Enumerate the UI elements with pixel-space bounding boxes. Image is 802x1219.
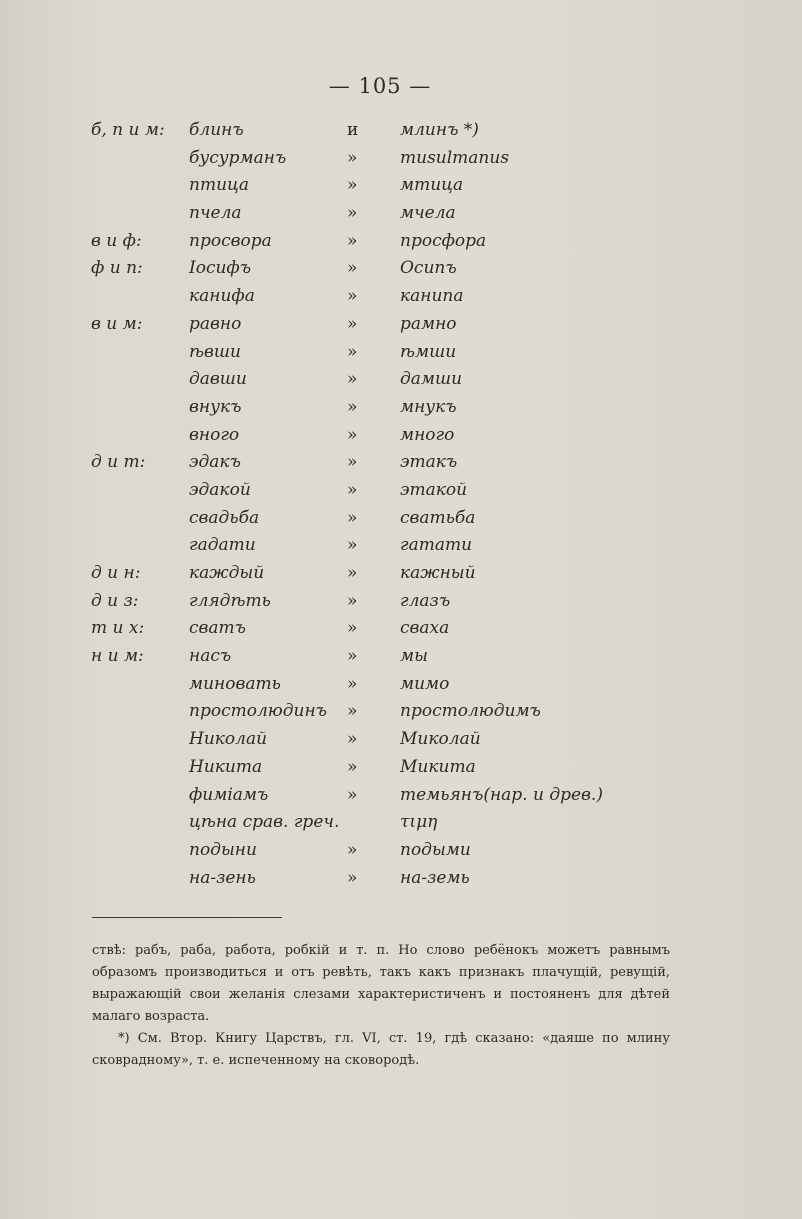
source-word: канифа [189, 286, 255, 307]
footnotes [92, 940, 670, 1072]
word-pair-row [0, 561, 802, 589]
variant-word: этакъ [400, 452, 458, 473]
word-pair-row [0, 284, 802, 312]
source-word: эдакой [189, 479, 251, 500]
separator: » [347, 341, 358, 362]
source-word: на-зень [189, 867, 256, 888]
word-pair-row [0, 118, 802, 146]
variant-word: мчела [400, 203, 456, 224]
separator: » [347, 618, 358, 639]
row-label: н и м: [91, 646, 144, 667]
word-pair-row [0, 367, 802, 395]
word-pair-row [0, 727, 802, 755]
separator: » [347, 175, 358, 196]
separator: » [347, 452, 358, 473]
source-word: Николай [189, 729, 268, 750]
word-pair-row [0, 755, 802, 783]
variant-word: сватьба [400, 507, 476, 528]
word-pair-row [0, 838, 802, 866]
source-word: эдакъ [189, 452, 241, 473]
variant-word: рамно [400, 313, 457, 334]
variant-word: мтица [400, 175, 464, 196]
source-word: Іосифъ [189, 258, 252, 279]
source-word: глядѣть [189, 590, 271, 611]
variant-word: Миколай [400, 729, 481, 750]
word-pair-row [0, 478, 802, 506]
source-word: гадати [189, 535, 256, 556]
source-word: вного [189, 424, 240, 445]
word-pair-row [0, 506, 802, 534]
variant-word: мимо [400, 673, 450, 694]
variant-word: этакой [400, 479, 468, 500]
separator: » [347, 729, 358, 750]
variant-word: млинъ *) [400, 120, 479, 140]
source-word: подыни [189, 839, 257, 860]
source-word: каждый [189, 563, 265, 583]
separator: » [347, 424, 358, 445]
source-word: свадьба [189, 507, 260, 528]
row-label: т и х: [91, 618, 145, 639]
separator: » [347, 396, 358, 417]
source-word: пчела [189, 203, 242, 224]
separator: » [347, 313, 358, 334]
word-pair-row [0, 450, 802, 478]
separator: » [347, 479, 358, 500]
word-pair-row [0, 229, 802, 257]
row-label: д и т: [91, 452, 146, 473]
word-pair-row [0, 533, 802, 561]
source-word: внукъ [189, 396, 242, 417]
variant-word: канипа [400, 286, 464, 307]
source-word: фиміамъ [189, 784, 269, 805]
separator: и [347, 120, 359, 140]
variant-word: гатати [400, 535, 473, 556]
source-word: цѣна срав. греч. [189, 812, 340, 833]
source-word: просвора [189, 230, 272, 251]
word-pair-row [0, 589, 802, 617]
separator: » [347, 507, 358, 528]
separator: » [347, 867, 358, 888]
source-word: сватъ [189, 618, 247, 639]
row-label: д и н: [91, 563, 141, 583]
footnote-rule [92, 917, 282, 918]
variant-word: простолюдимъ [400, 701, 541, 722]
word-pair-row [0, 423, 802, 451]
row-label: ф и п: [91, 258, 143, 279]
source-word: бусурманъ [189, 147, 287, 168]
word-pair-row [0, 810, 802, 838]
source-word: миновать [189, 673, 281, 694]
separator: » [347, 784, 358, 805]
variant-word: сваха [400, 618, 450, 639]
word-pair-row [0, 173, 802, 201]
separator: » [347, 258, 358, 279]
word-pair-row [0, 866, 802, 894]
variant-word: много [400, 424, 455, 445]
word-pair-row [0, 201, 802, 229]
variant-word: просфора [400, 230, 487, 251]
word-pair-row [0, 256, 802, 284]
variant-word: подыми [400, 839, 471, 860]
separator: » [347, 646, 358, 667]
source-word: ѣвши [189, 341, 241, 362]
separator: » [347, 535, 358, 556]
variant-word: мы [400, 646, 428, 667]
page-number: — 105 — [328, 74, 432, 98]
separator: » [347, 673, 358, 694]
separator: » [347, 756, 358, 777]
separator: » [347, 369, 358, 390]
row-label: в и м: [91, 313, 143, 334]
variant-word: глазъ [400, 590, 451, 611]
separator: » [347, 590, 358, 611]
separator: » [347, 839, 358, 860]
separator: » [347, 563, 358, 583]
row-label: д и з: [91, 590, 139, 611]
separator: » [347, 701, 358, 722]
source-word: насъ [189, 646, 232, 667]
word-pair-row [0, 395, 802, 423]
word-pair-row [0, 699, 802, 727]
variant-word: мнукъ [400, 396, 457, 417]
variant-word: на-земь [400, 867, 470, 888]
footnote-asterisk: *) См. Втор. Книгу Царствъ, гл. VI, ст. 19, гдѣ сказано: «даяше по млину сковрадному», т. е. испеченному на сковородѣ. [92, 1031, 670, 1068]
separator: » [347, 147, 358, 168]
separator: » [347, 286, 358, 307]
word-pair-row [0, 672, 802, 700]
variant-word: Микита [400, 756, 476, 777]
separator: » [347, 230, 358, 251]
word-pair-row [0, 616, 802, 644]
variant-word: дамши [400, 369, 463, 390]
word-pair-row [0, 146, 802, 174]
source-word: Никита [189, 756, 263, 777]
row-label: в и ф: [91, 230, 142, 251]
word-pair-row [0, 340, 802, 368]
variant-word: τιμη [400, 812, 438, 833]
source-word: давши [189, 369, 247, 390]
word-pair-row [0, 312, 802, 340]
source-word: равно [189, 313, 242, 334]
row-label: б, п и м: [91, 120, 165, 140]
source-word: птица [189, 175, 250, 196]
variant-word: ѣмши [400, 341, 457, 362]
variant-word: темьянъ(нар. и древ.) [400, 784, 603, 805]
source-word: блинъ [189, 120, 244, 140]
variant-word: Осипъ [400, 258, 457, 279]
word-pair-row [0, 644, 802, 672]
footnote-continuation: ствѣ: рабъ, раба, работа, робкій и т. п. Но слово ребёнокъ можетъ равнымъ образомъ производиться и отъ ревѣть, такъ какъ признакъ плачущій, ревущій, выражающій свои желанія слезами характеристиченъ и постояненъ для дѣтей малаго возраста. [92, 943, 670, 1024]
separator: » [347, 203, 358, 224]
word-pair-row [0, 783, 802, 811]
variant-word: кажный [400, 563, 476, 583]
variant-word: musulmanus [400, 147, 510, 168]
word-comparison-list [0, 118, 802, 893]
source-word: простолюдинъ [189, 701, 327, 722]
